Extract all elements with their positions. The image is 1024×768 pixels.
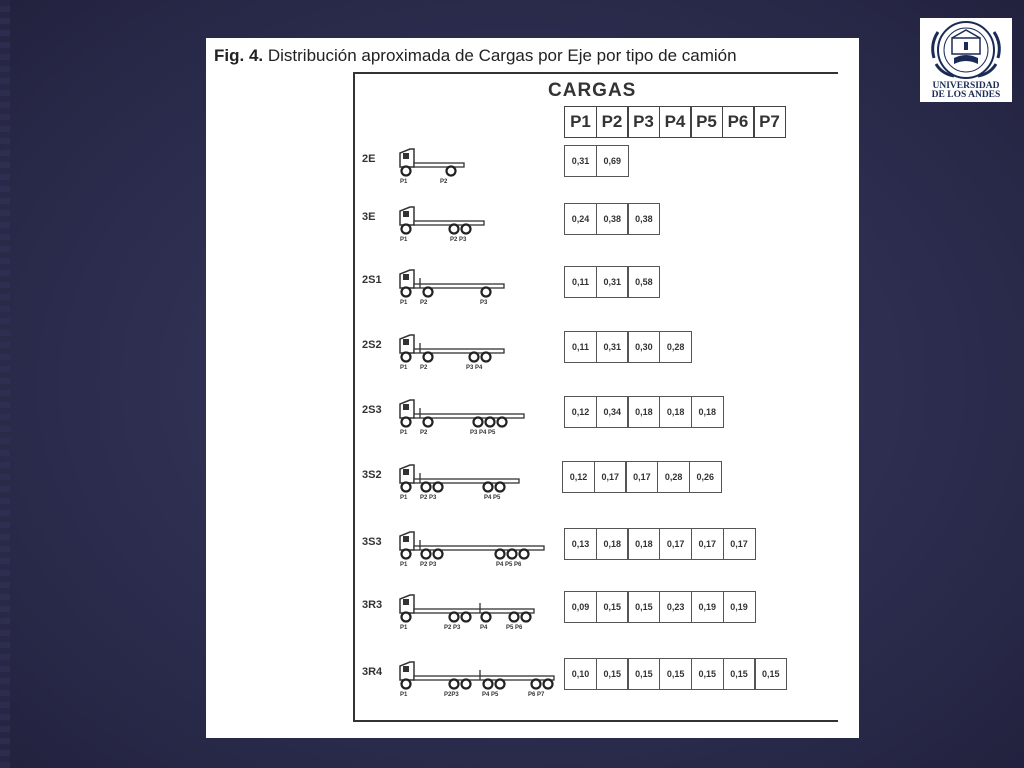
load-cells [562,461,721,493]
load-cells [564,331,691,363]
truck-window [403,211,409,217]
truck-wheel [484,483,493,492]
load-cell-p2: 0,15 [596,658,629,690]
truck-wheel [424,353,433,362]
axle-label: P1 [400,430,408,436]
truck-wheel [424,288,433,297]
load-cell-p2: 0,17 [594,461,627,493]
truck-diagram-2s2 [396,331,586,371]
axle-label: P3 P4 P5 [470,430,496,436]
load-cell-p4: 0,23 [659,591,692,623]
load-cell-p2: 0,18 [596,528,629,560]
truck-code: 2E [362,153,376,165]
load-cell-p7: 0,15 [754,658,787,690]
truck-diagram-3r3 [396,591,586,631]
truck-wheel [402,613,411,622]
axle-label: P1 [400,365,408,371]
load-cells [564,396,723,428]
axle-label: P1 [400,495,408,501]
truck-code: 2S2 [362,339,382,351]
truck-wheel [402,680,411,689]
load-cells [564,266,659,298]
load-cell-p1: 0,13 [564,528,597,560]
truck-wheel [462,225,471,234]
column-header-p4: P4 [659,106,692,138]
figure-sheet [206,38,859,738]
truck-code: 3S3 [362,536,382,548]
load-cell-p1: 0,09 [564,591,597,623]
load-cell-p1: 0,11 [564,266,597,298]
axle-label: P1 [400,179,408,185]
axle-label: P3 P4 [466,365,483,371]
load-cell-p6: 0,17 [723,528,756,560]
load-cell-p5: 0,15 [691,658,724,690]
truck-diagram-2e [396,145,586,185]
logo-text-line2: DE LOS ANDES [931,90,1001,100]
axle-label: P2 P3 [444,625,461,631]
axle-label: P2 [420,430,428,436]
load-cell-p3: 0,18 [627,396,660,428]
figure-caption: Distribución aproximada de Cargas por Eje por tipo de camión [267,46,737,65]
axle-label: P2 P3 [420,495,437,501]
truck-wheel [510,613,519,622]
truck-wheel [462,613,471,622]
figure-title [214,46,737,66]
load-cell-p5: 0,26 [689,461,722,493]
university-seal-icon [920,18,1012,80]
truck-wheel [470,353,479,362]
truck-window [403,666,409,672]
truck-wheel [422,550,431,559]
truck-code: 3S2 [362,469,382,481]
truck-wheel [422,483,431,492]
axle-label: P4 P5 [482,692,499,698]
truck-wheel [450,225,459,234]
truck-diagram-2s3 [396,396,586,436]
truck-bed [414,163,464,167]
load-cell-p2: 0,31 [596,266,629,298]
truck-wheel [402,225,411,234]
load-cell-p3: 0,18 [627,528,660,560]
axle-column-headers [564,106,785,138]
load-cell-p4: 0,18 [659,396,692,428]
truck-code: 2S3 [362,404,382,416]
axle-label: P2 [420,365,428,371]
load-cell-p1: 0,12 [562,461,595,493]
truck-window [403,469,409,475]
axle-label: P2 [440,179,448,185]
truck-wheel [508,550,517,559]
axle-label: P2 [420,300,428,306]
axle-label: P1 [400,237,408,243]
axle-label: P6 P7 [528,692,545,698]
load-cell-p3: 0,15 [627,658,660,690]
truck-wheel [402,167,411,176]
column-header-p2: P2 [596,106,629,138]
load-cells [564,145,627,177]
load-cell-p2: 0,69 [596,145,629,177]
truck-diagram-2s1 [396,266,586,306]
logo-text-line1: UNIVERSIDAD [932,81,1000,91]
truck-bed [414,221,484,225]
load-cell-p5: 0,18 [691,396,724,428]
truck-wheel [520,550,529,559]
load-cell-p6: 0,15 [723,658,756,690]
truck-diagram-3s3 [396,528,586,568]
truck-code: 2S1 [362,274,382,286]
truck-wheel [447,167,456,176]
axle-label: P4 [480,625,488,631]
load-cell-p6: 0,19 [723,591,756,623]
axle-label: P1 [400,692,408,698]
truck-bed [414,479,519,483]
truck-window [403,153,409,159]
truck-diagram-3r4 [396,658,586,698]
truck-wheel [522,613,531,622]
load-cell-p4: 0,28 [659,331,692,363]
truck-wheel [402,288,411,297]
truck-wheel [496,550,505,559]
truck-wheel [482,613,491,622]
truck-wheel [434,550,443,559]
load-cell-p3: 0,58 [627,266,660,298]
load-cell-p5: 0,19 [691,591,724,623]
truck-wheel [434,483,443,492]
axle-label: P2 P3 [450,237,467,243]
truck-wheel [532,680,541,689]
truck-wheel [498,418,507,427]
axle-label: P5 P6 [506,625,523,631]
axle-label: P2 P3 [420,562,437,568]
axle-label: P2P3 [444,692,459,698]
truck-window [403,339,409,345]
axle-label: P4 P5 [484,495,501,501]
axle-label: P4 P5 P6 [496,562,522,568]
load-cells [564,591,754,623]
slide-edge-decoration [0,0,10,768]
load-cells [564,658,786,690]
truck-wheel [474,418,483,427]
truck-code: 3R4 [362,666,383,678]
truck-wheel [450,680,459,689]
truck-wheel [424,418,433,427]
load-cell-p2: 0,15 [596,591,629,623]
truck-wheel [402,483,411,492]
truck-wheel [482,353,491,362]
load-cells [564,528,754,560]
truck-window [403,599,409,605]
load-cell-p4: 0,28 [657,461,690,493]
load-cell-p3: 0,17 [625,461,658,493]
truck-wheel [544,680,553,689]
load-cell-p4: 0,15 [659,658,692,690]
load-cell-p1: 0,12 [564,396,597,428]
truck-code: 3E [362,211,376,223]
load-cell-p4: 0,17 [659,528,692,560]
column-header-p5: P5 [690,106,723,138]
truck-wheel [482,288,491,297]
truck-wheel [496,680,505,689]
truck-wheel [402,353,411,362]
load-cells [564,203,659,235]
truck-diagram-3e [396,203,586,243]
column-header-p6: P6 [722,106,755,138]
truck-window [403,536,409,542]
load-cell-p2: 0,31 [596,331,629,363]
load-cell-p5: 0,17 [691,528,724,560]
truck-wheel [402,418,411,427]
figure-label: Fig. 4. [214,46,264,65]
load-cell-p2: 0,38 [596,203,629,235]
truck-wheel [402,550,411,559]
load-cell-p1: 0,11 [564,331,597,363]
truck-code: 3R3 [362,599,383,611]
column-header-p3: P3 [627,106,660,138]
truck-window [403,404,409,410]
load-cell-p3: 0,38 [627,203,660,235]
axle-label: P3 [480,300,488,306]
university-logo [920,18,1012,102]
axle-label: P1 [400,625,408,631]
axle-label: P1 [400,562,408,568]
truck-window [403,274,409,280]
column-header-p7: P7 [753,106,786,138]
truck-wheel [486,418,495,427]
truck-wheel [496,483,505,492]
truck-wheel [450,613,459,622]
load-cell-p1: 0,10 [564,658,597,690]
column-header-p1: P1 [564,106,597,138]
load-cell-p1: 0,24 [564,203,597,235]
truck-wheel [484,680,493,689]
load-cell-p1: 0,31 [564,145,597,177]
axle-label: P1 [400,300,408,306]
cargas-header: CARGAS [548,80,637,101]
truck-wheel [462,680,471,689]
load-cell-p3: 0,30 [627,331,660,363]
load-cell-p3: 0,15 [627,591,660,623]
truck-diagram-3s2 [396,461,586,501]
load-cell-p2: 0,34 [596,396,629,428]
